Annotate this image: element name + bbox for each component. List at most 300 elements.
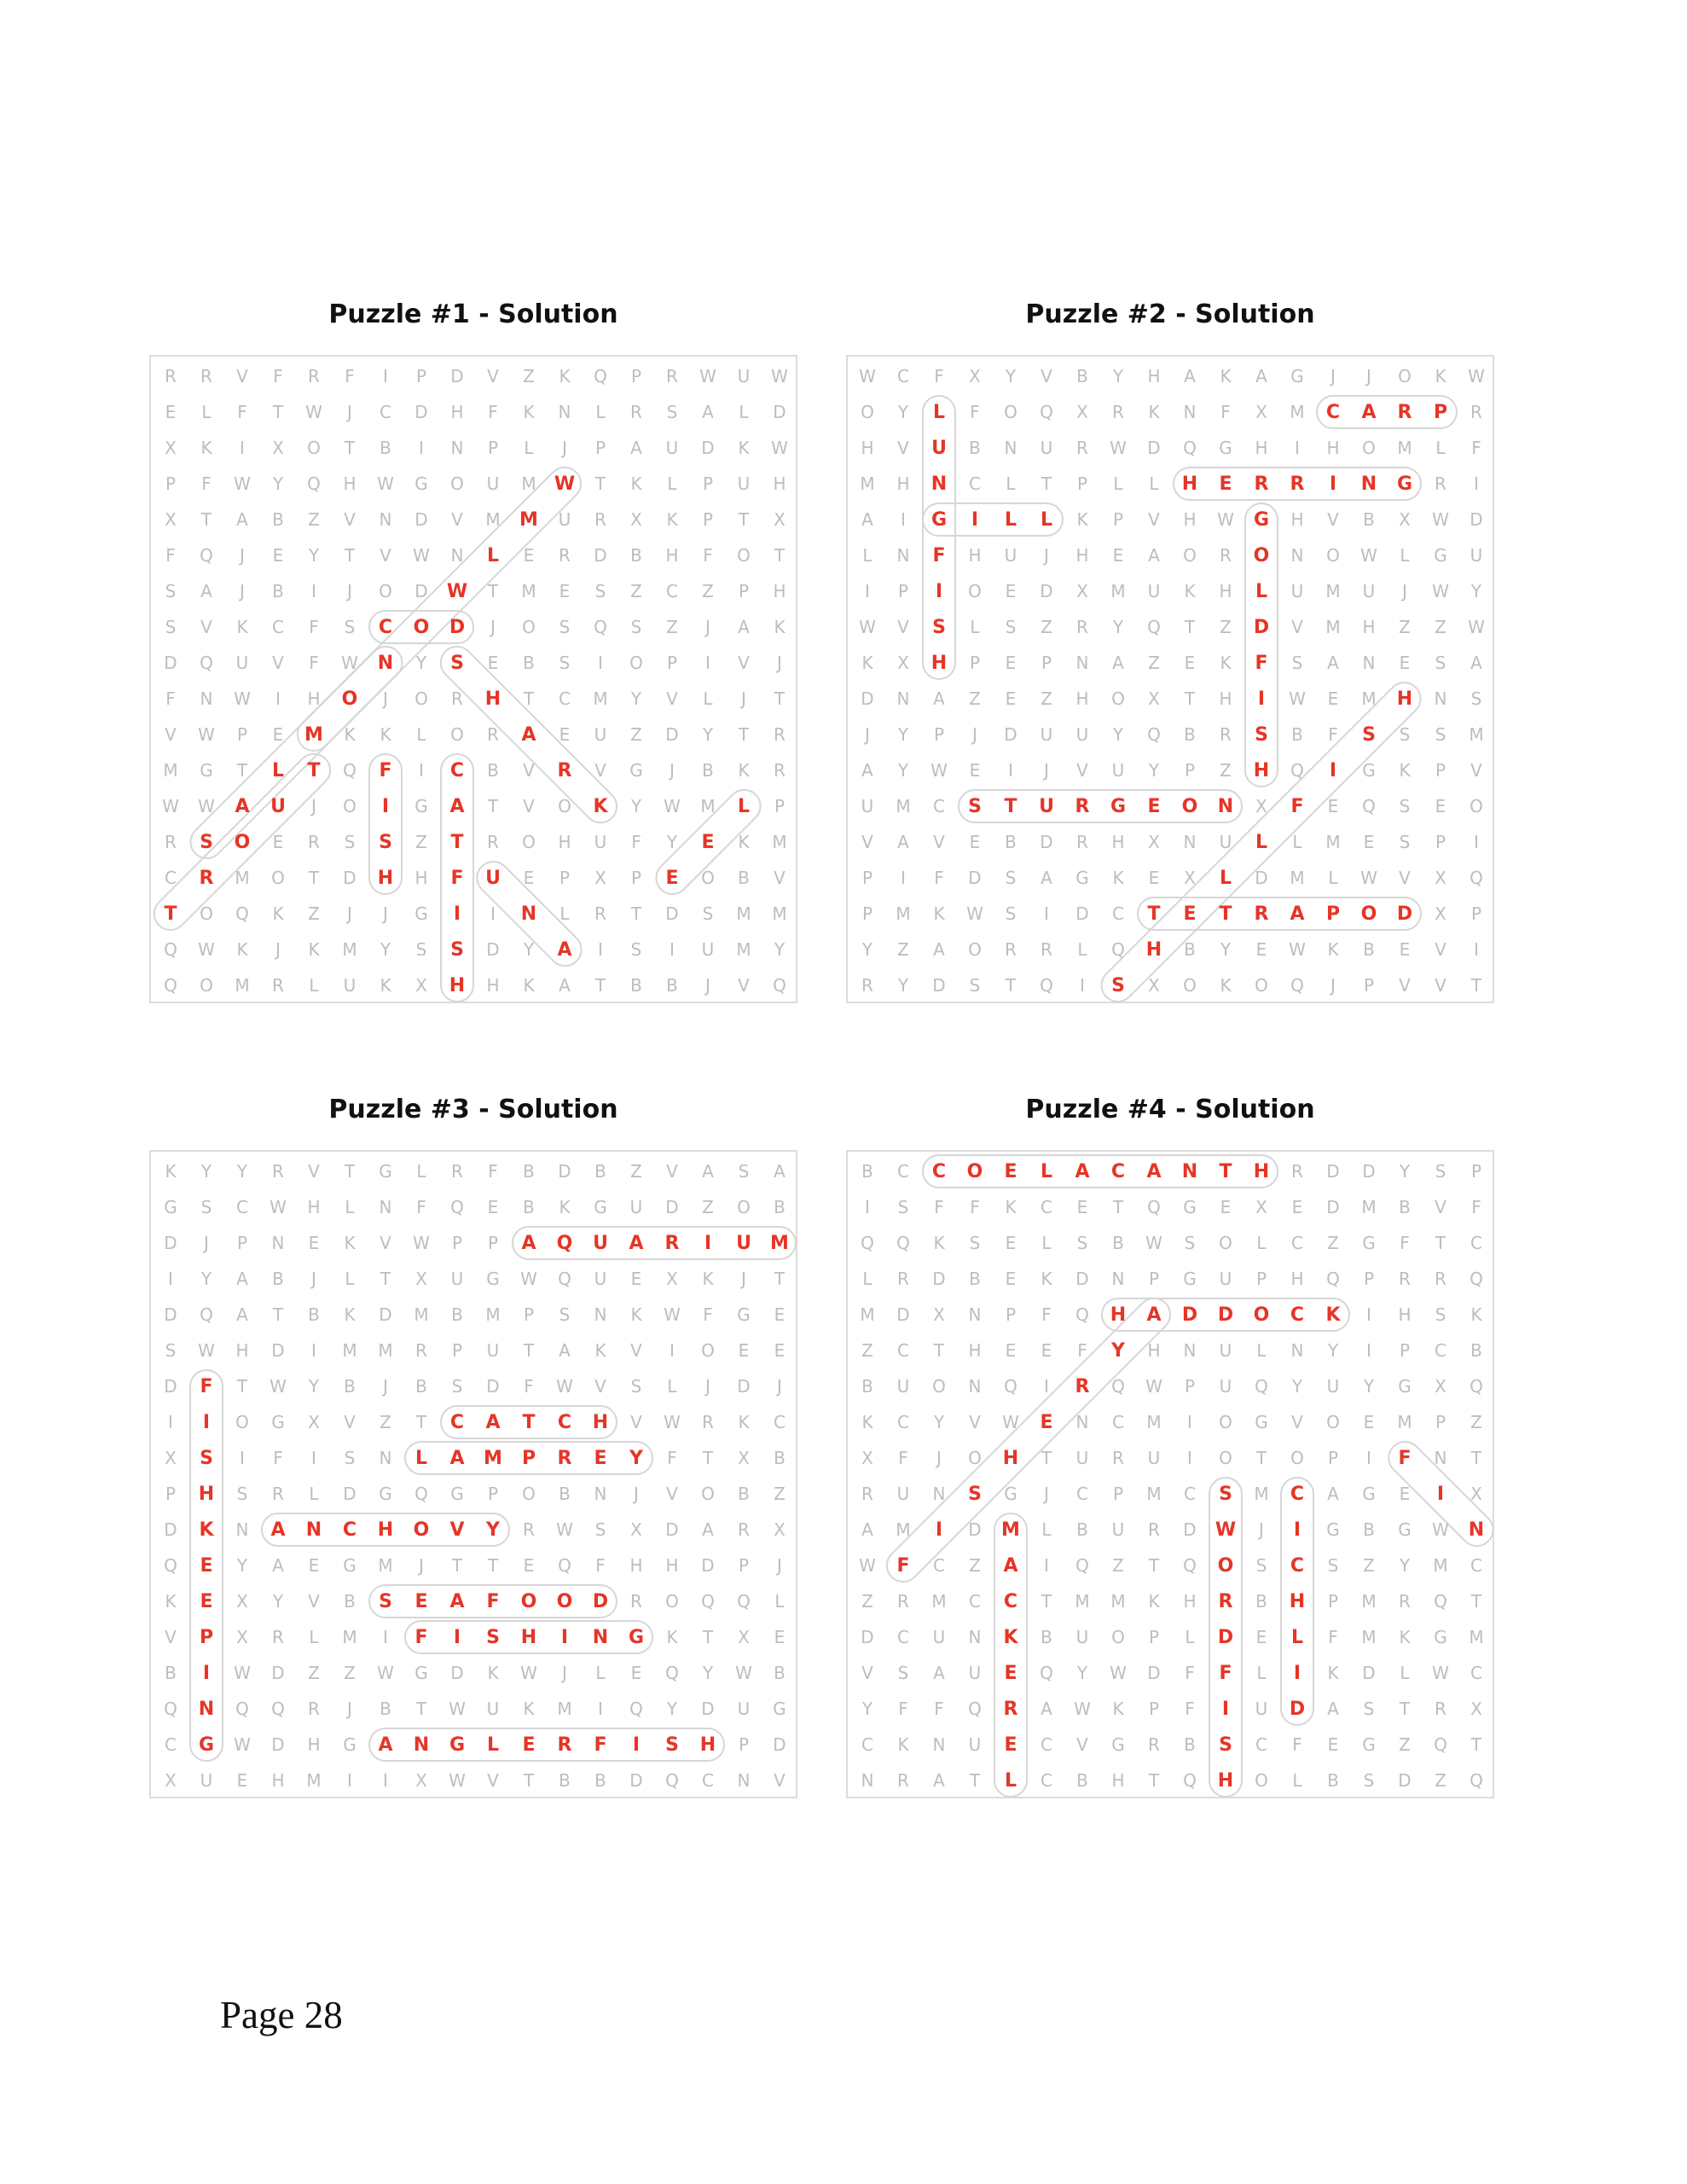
grid-letter: X xyxy=(969,366,981,386)
grid-letter: L xyxy=(1435,438,1446,458)
grid-letter: I xyxy=(240,438,245,458)
grid-letter: T xyxy=(702,1627,714,1647)
grid-letter: T xyxy=(1005,975,1017,996)
grid-letter: C xyxy=(1470,1555,1482,1576)
grid-letter: G xyxy=(343,1555,357,1576)
grid-letter: G xyxy=(1075,868,1089,888)
grid-letter: M xyxy=(1433,1555,1448,1576)
grid-letter: J xyxy=(972,724,977,745)
grid-letter: D xyxy=(594,545,607,566)
grid-letter: W xyxy=(699,366,716,386)
found-letter: R xyxy=(1397,401,1412,423)
grid-letter: C xyxy=(897,1161,909,1182)
grid-letter: I xyxy=(705,653,710,673)
grid-letter: E xyxy=(969,760,981,781)
grid-letter: W xyxy=(162,796,179,816)
grid-letter: T xyxy=(630,903,642,924)
grid-letter: Q xyxy=(415,1484,428,1504)
grid-letter: I xyxy=(490,903,496,924)
grid-letter: Z xyxy=(630,724,642,745)
grid-letter: U xyxy=(968,1663,982,1683)
grid-letter: N xyxy=(896,545,910,566)
grid-letter: D xyxy=(1147,438,1161,458)
grid-letter: B xyxy=(165,1663,177,1683)
found-letter: E xyxy=(701,831,715,853)
grid-letter: Q xyxy=(968,1699,982,1719)
grid-letter: F xyxy=(273,366,283,386)
found-letter: F xyxy=(1398,1447,1412,1469)
found-letter: H xyxy=(1289,1590,1306,1612)
found-letter: O xyxy=(341,688,358,710)
grid-letter: A xyxy=(897,832,909,852)
grid-letter: Z xyxy=(344,1663,356,1683)
grid-letter: A xyxy=(774,1161,786,1182)
grid-letter: N xyxy=(558,402,571,422)
found-letter: C xyxy=(449,759,465,781)
grid-letter: M xyxy=(342,1340,357,1361)
found-letter: O xyxy=(1253,544,1270,566)
grid-letter: E xyxy=(1399,939,1411,960)
grid-letter: T xyxy=(487,1555,499,1576)
grid-letter: X xyxy=(272,438,284,458)
grid-letter: D xyxy=(271,1734,285,1755)
grid-letter: Y xyxy=(897,760,909,781)
grid-letter: L xyxy=(1149,473,1159,494)
grid-letter: T xyxy=(702,1448,714,1468)
grid-letter: X xyxy=(415,1770,427,1791)
grid-letter: S xyxy=(702,903,714,924)
found-letter: F xyxy=(932,544,946,566)
grid-letter: D xyxy=(1398,1770,1412,1791)
found-letter: I xyxy=(1329,759,1337,781)
grid-letter: J xyxy=(311,1269,316,1289)
grid-letter: V xyxy=(523,760,535,781)
grid-letter: M xyxy=(1469,1627,1484,1647)
grid-letter: F xyxy=(898,1448,908,1468)
grid-letter: S xyxy=(344,1448,356,1468)
grid-letter: D xyxy=(164,1376,177,1397)
grid-letter: D xyxy=(415,402,428,422)
grid-letter: X xyxy=(630,509,642,530)
grid-letter: X xyxy=(236,1627,248,1647)
found-letter: E xyxy=(1040,1411,1053,1433)
grid-letter: C xyxy=(1041,1770,1052,1791)
grid-letter: K xyxy=(165,1591,177,1612)
found-letter: T xyxy=(164,903,177,925)
grid-letter: B xyxy=(1005,832,1017,852)
grid-letter: J xyxy=(240,545,245,566)
grid-letter: W xyxy=(1360,868,1377,888)
grid-letter: R xyxy=(630,1591,642,1612)
found-letter: T xyxy=(450,831,464,853)
grid-letter: Q xyxy=(271,1699,285,1719)
grid-letter: H xyxy=(968,1340,982,1361)
found-letter: L xyxy=(1040,508,1053,531)
grid-letter: C xyxy=(1470,1663,1482,1683)
grid-letter: T xyxy=(594,975,606,996)
grid-letter: I xyxy=(1008,760,1013,781)
grid-letter: R xyxy=(738,1519,750,1540)
grid-letter: P xyxy=(933,724,945,745)
found-letter: A xyxy=(1361,401,1377,423)
grid-letter: M xyxy=(163,760,178,781)
found-letter: O xyxy=(1253,1304,1270,1326)
grid-letter: R xyxy=(774,760,786,781)
grid-letter: V xyxy=(1399,975,1411,996)
grid-letter: M xyxy=(1146,1484,1162,1504)
grid-letter: V xyxy=(774,868,786,888)
grid-letter: R xyxy=(1148,1519,1160,1540)
grid-letter: R xyxy=(200,366,212,386)
grid-letter: G xyxy=(1398,1519,1412,1540)
grid-letter: U xyxy=(1111,1519,1125,1540)
grid-letter: V xyxy=(1435,1197,1446,1217)
grid-letter: J xyxy=(670,760,675,781)
grid-letter: G xyxy=(415,1663,428,1683)
grid-letter: I xyxy=(901,509,906,530)
found-letter: I xyxy=(202,1411,211,1433)
grid-letter: S xyxy=(1291,653,1303,673)
grid-letter: S xyxy=(630,617,642,637)
grid-letter: E xyxy=(1363,832,1375,852)
found-letter: C xyxy=(1290,1304,1305,1326)
grid-letter: T xyxy=(594,473,606,494)
grid-letter: R xyxy=(897,1591,909,1612)
grid-letter: V xyxy=(969,1412,981,1432)
found-letter: G xyxy=(1253,508,1270,531)
grid-letter: N xyxy=(1434,1448,1447,1468)
grid-letter: Z xyxy=(774,1484,786,1504)
grid-letter: U xyxy=(594,1269,607,1289)
grid-letter: X xyxy=(1148,832,1160,852)
grid-letter: R xyxy=(594,509,606,530)
found-letter: O xyxy=(413,1519,430,1541)
grid-letter: E xyxy=(1363,1412,1375,1432)
grid-letter: Y xyxy=(1291,1376,1303,1397)
grid-letter: P xyxy=(1435,1412,1446,1432)
grid-letter: Q xyxy=(665,1770,679,1791)
found-letter: E xyxy=(1004,1160,1017,1182)
found-letter: S xyxy=(665,1734,679,1756)
grid-letter: B xyxy=(380,1699,391,1719)
grid-letter: L xyxy=(774,1591,785,1612)
grid-letter: V xyxy=(1435,939,1446,960)
found-letter: L xyxy=(486,544,500,566)
grid-letter: G xyxy=(1004,1484,1017,1504)
grid-letter: B xyxy=(523,653,535,673)
grid-letter: T xyxy=(451,1555,463,1576)
found-letter: K xyxy=(1325,1304,1341,1326)
grid-letter: O xyxy=(737,1197,751,1217)
grid-letter: S xyxy=(897,1663,909,1683)
grid-letter: O xyxy=(861,402,874,422)
grid-letter: E xyxy=(559,724,571,745)
found-letter: G xyxy=(449,1734,466,1756)
grid-letter: E xyxy=(272,832,284,852)
grid-letter: J xyxy=(347,581,352,601)
grid-letter: I xyxy=(419,438,424,458)
grid-letter: Y xyxy=(897,724,909,745)
grid-letter: L xyxy=(1328,868,1338,888)
grid-letter: O xyxy=(307,438,321,458)
grid-letter: A xyxy=(559,1340,571,1361)
grid-letter: A xyxy=(933,939,945,960)
found-letter: U xyxy=(593,1232,608,1254)
grid-letter: R xyxy=(1220,545,1232,566)
grid-letter: B xyxy=(272,581,284,601)
grid-letter: B xyxy=(630,545,642,566)
grid-letter: C xyxy=(861,1734,873,1755)
grid-letter: R xyxy=(1435,1269,1446,1289)
grid-letter: Q xyxy=(307,473,321,494)
grid-letter: K xyxy=(1112,1699,1124,1719)
grid-letter: S xyxy=(1399,724,1411,745)
grid-letter: W xyxy=(556,1376,573,1397)
grid-letter: L xyxy=(345,1269,355,1289)
found-letter: N xyxy=(592,1626,609,1648)
grid-letter: T xyxy=(1470,975,1482,996)
grid-letter: J xyxy=(777,1555,782,1576)
grid-letter: U xyxy=(1219,1376,1232,1397)
grid-letter: N xyxy=(1434,688,1447,709)
grid-letter: N xyxy=(1075,1412,1089,1432)
grid-letter: Y xyxy=(1399,1555,1411,1576)
found-letter: S xyxy=(200,831,213,853)
grid-letter: D xyxy=(164,1519,177,1540)
grid-letter: O xyxy=(1219,1233,1232,1253)
found-letter: Y xyxy=(629,1447,643,1469)
grid-letter: V xyxy=(1399,868,1411,888)
grid-letter: V xyxy=(1291,617,1303,637)
found-letter: C xyxy=(1290,1554,1305,1577)
grid-letter: F xyxy=(165,545,176,566)
grid-letter: R xyxy=(272,1627,284,1647)
grid-letter: I xyxy=(1080,975,1085,996)
grid-letter: M xyxy=(1254,1484,1269,1504)
grid-letter: A xyxy=(200,581,212,601)
grid-letter: Y xyxy=(272,1591,284,1612)
grid-letter: L xyxy=(739,402,749,422)
found-letter: A xyxy=(449,1590,465,1612)
grid-letter: F xyxy=(703,1304,713,1325)
grid-letter: W xyxy=(377,473,394,494)
grid-letter: I xyxy=(311,1448,316,1468)
grid-letter: L xyxy=(1006,473,1016,494)
found-letter: D xyxy=(1217,1626,1234,1648)
grid-letter: J xyxy=(865,724,870,745)
grid-letter: R xyxy=(451,688,463,709)
grid-letter: U xyxy=(701,939,715,960)
grid-letter: C xyxy=(1470,1233,1482,1253)
grid-letter: K xyxy=(738,1412,750,1432)
found-letter: H xyxy=(449,974,466,996)
grid-letter: A xyxy=(933,1770,945,1791)
found-letter: E xyxy=(1147,795,1161,817)
grid-letter: V xyxy=(666,688,678,709)
grid-letter: S xyxy=(738,1161,750,1182)
grid-letter: P xyxy=(1363,1269,1375,1289)
grid-letter: F xyxy=(1400,1233,1410,1253)
grid-letter: H xyxy=(1290,509,1304,530)
grid-letter: J xyxy=(562,438,567,458)
found-letter: E xyxy=(200,1590,213,1612)
grid-letter: E xyxy=(1220,1197,1232,1217)
grid-letter: E xyxy=(236,1770,248,1791)
grid-letter: B xyxy=(1399,1197,1411,1217)
grid-letter: D xyxy=(1326,1197,1340,1217)
grid-letter: H xyxy=(1326,438,1340,458)
found-letter: N xyxy=(1360,473,1377,495)
grid-letter: V xyxy=(933,832,945,852)
grid-letter: G xyxy=(1219,438,1232,458)
grid-letter: B xyxy=(523,1197,535,1217)
grid-letter: V xyxy=(1435,975,1446,996)
grid-letter: A xyxy=(1470,653,1482,673)
found-letter: I xyxy=(381,795,390,817)
grid-letter: V xyxy=(165,1627,177,1647)
grid-letter: L xyxy=(1077,939,1087,960)
grid-letter: S xyxy=(1005,868,1017,888)
grid-letter: L xyxy=(1400,1663,1410,1683)
grid-letter: C xyxy=(165,868,177,888)
found-letter: E xyxy=(1004,1662,1017,1684)
grid-letter: P xyxy=(1184,760,1196,781)
grid-letter: S xyxy=(1005,903,1017,924)
grid-letter: G xyxy=(415,903,428,924)
grid-letter: T xyxy=(1112,1197,1124,1217)
found-letter: O xyxy=(413,616,430,638)
grid-letter: U xyxy=(1075,1448,1089,1468)
grid-letter: U xyxy=(343,975,357,996)
grid-letter: T xyxy=(415,1412,427,1432)
grid-letter: V xyxy=(594,1376,606,1397)
puzzle-1-title: Puzzle #1 - Solution xyxy=(328,299,618,329)
grid-letter: W xyxy=(449,1699,466,1719)
grid-letter: K xyxy=(666,1627,678,1647)
grid-letter: E xyxy=(738,1340,750,1361)
grid-letter: K xyxy=(738,832,750,852)
found-letter: H xyxy=(699,1734,716,1756)
found-letter: O xyxy=(556,1590,573,1612)
found-letter: E xyxy=(594,1447,607,1469)
grid-letter: Z xyxy=(1220,617,1232,637)
found-letter: A xyxy=(270,1519,286,1541)
grid-letter: V xyxy=(380,1233,391,1253)
grid-letter: O xyxy=(343,796,357,816)
grid-letter: M xyxy=(1469,724,1484,745)
found-letter: I xyxy=(202,1662,211,1684)
grid-letter: P xyxy=(1184,1376,1196,1397)
grid-letter: H xyxy=(415,868,428,888)
grid-letter: Y xyxy=(1327,1340,1339,1361)
grid-letter: E xyxy=(308,1555,320,1576)
grid-letter: V xyxy=(594,760,606,781)
grid-letter: M xyxy=(860,473,875,494)
grid-letter: K xyxy=(1470,1304,1482,1325)
grid-letter: R xyxy=(1076,832,1088,852)
grid-letter: G xyxy=(1111,1734,1125,1755)
found-letter: D xyxy=(449,616,466,638)
grid-letter: R xyxy=(1435,473,1446,494)
grid-letter: R xyxy=(861,1484,873,1504)
grid-letter: U xyxy=(486,1340,500,1361)
grid-letter: U xyxy=(1004,545,1017,566)
grid-letter: X xyxy=(1076,581,1088,601)
grid-letter: K xyxy=(594,1340,606,1361)
grid-letter: H xyxy=(1111,1770,1125,1791)
grid-letter: O xyxy=(1398,366,1412,386)
found-letter: L xyxy=(1004,1769,1017,1792)
grid-letter: T xyxy=(1148,1555,1160,1576)
grid-letter: W xyxy=(1432,1519,1449,1540)
grid-letter: T xyxy=(272,1304,284,1325)
grid-letter: S xyxy=(200,1197,212,1217)
grid-letter: R xyxy=(774,724,786,745)
grid-letter: W xyxy=(664,1304,681,1325)
grid-letter: P xyxy=(738,1734,750,1755)
grid-letter: V xyxy=(272,653,284,673)
found-letter: H xyxy=(1181,473,1198,495)
grid-letter: V xyxy=(1470,760,1482,781)
grid-letter: W xyxy=(664,796,681,816)
grid-letter: V xyxy=(1327,509,1339,530)
grid-letter: L xyxy=(667,473,677,494)
grid-letter: L xyxy=(1292,832,1302,852)
grid-letter: B xyxy=(594,1161,606,1182)
grid-letter: C xyxy=(897,1412,909,1432)
puzzle-3-letter-grid xyxy=(149,1150,797,1798)
grid-letter: W xyxy=(1145,1233,1162,1253)
grid-letter: U xyxy=(737,473,751,494)
grid-letter: D xyxy=(343,1484,357,1504)
found-letter: L xyxy=(1040,1160,1053,1182)
puzzle-2-title: Puzzle #2 - Solution xyxy=(1025,299,1315,329)
found-letter: D xyxy=(1217,1304,1234,1326)
found-letter: V xyxy=(449,1519,465,1541)
puzzle-3-title: Puzzle #3 - Solution xyxy=(328,1095,618,1124)
grid-letter: X xyxy=(594,868,606,888)
grid-letter: K xyxy=(344,724,356,745)
grid-letter: B xyxy=(738,868,750,888)
grid-letter: O xyxy=(701,1340,715,1361)
grid-letter: U xyxy=(1470,545,1483,566)
grid-letter: S xyxy=(1435,724,1446,745)
found-letter: G xyxy=(930,508,948,531)
grid-letter: F xyxy=(1185,1663,1195,1683)
grid-letter: N xyxy=(379,1448,392,1468)
grid-letter: D xyxy=(665,903,679,924)
found-letter: R xyxy=(1075,1375,1090,1397)
grid-letter: K xyxy=(380,724,391,745)
grid-letter: B xyxy=(451,1304,463,1325)
found-letter: O xyxy=(520,1590,537,1612)
grid-letter: D xyxy=(1183,1519,1197,1540)
grid-letter: Z xyxy=(1399,1734,1411,1755)
grid-letter: D xyxy=(861,1627,874,1647)
grid-letter: Q xyxy=(1290,760,1304,781)
grid-letter: Q xyxy=(1111,939,1125,960)
grid-letter: I xyxy=(240,1448,245,1468)
grid-letter: D xyxy=(861,688,874,709)
grid-letter: K xyxy=(200,438,212,458)
grid-letter: B xyxy=(774,1197,786,1217)
grid-letter: D xyxy=(271,1663,285,1683)
found-letter: H xyxy=(1145,938,1162,961)
grid-letter: J xyxy=(1330,975,1336,996)
grid-letter: I xyxy=(275,688,281,709)
grid-letter: B xyxy=(272,1269,284,1289)
found-letter: W xyxy=(554,473,576,495)
